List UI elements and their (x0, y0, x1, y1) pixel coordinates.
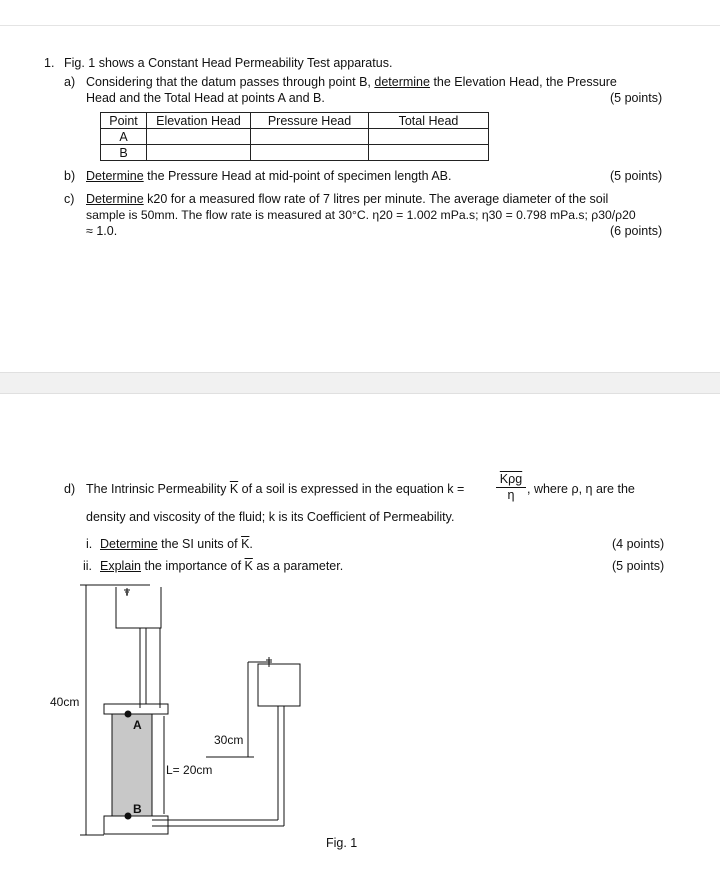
heads-table (100, 112, 489, 161)
part-b-label: b) (64, 169, 76, 183)
question-intro: Fig. 1 shows a Constant Head Permeability Test apparatus. (64, 56, 393, 70)
table-row (101, 129, 489, 145)
part-d-ii-label: ii. (83, 559, 93, 573)
label-point-b: B (133, 802, 142, 816)
soil-specimen (112, 714, 152, 816)
part-b-text: Determine the Pressure Head at mid-point of specimen length AB. (86, 169, 452, 183)
table-cell (251, 129, 369, 145)
part-d-ii-text: Explain the importance of $\overline{K}$ as a parameter. (100, 559, 344, 573)
table-cell-point: B (101, 145, 147, 161)
table-cell-point: A (101, 129, 147, 145)
specimen-top-cap (104, 704, 168, 714)
table-row (101, 145, 489, 161)
part-c-points: (6 points) (610, 224, 663, 238)
table-cell (147, 145, 251, 161)
apparatus-figure (0, 575, 400, 855)
table-header: Point (101, 113, 147, 129)
label-point-a: A (133, 718, 142, 732)
figure-caption: Fig. 1 (326, 836, 358, 850)
table-cell (369, 129, 489, 145)
part-a-line2: Head and the Total Head at points A and B. (86, 91, 325, 105)
part-c-line2: sample is 50mm. The flow rate is measured at 30°C. η20 = 1.002 mPa.s; η30 = 0.798 mPa.s; ρ30/ρ20 (86, 208, 636, 222)
label-30cm: 30cm (214, 733, 244, 747)
table-header-row (101, 113, 489, 129)
part-c-line1: Determine k20 for a measured flow rate of 7 litres per minute. The average diameter of the soil (86, 192, 609, 206)
equation-fraction: $\overline{K\rho g}$ η (496, 472, 526, 502)
part-b-points: (5 points) (610, 169, 663, 183)
part-c-line3: ≈ 1.0. (86, 224, 118, 238)
upper-tank (145, 587, 161, 628)
part-d-line2: density and viscosity of the fluid; k is its Coefficient of Permeability. (86, 510, 455, 524)
label-40cm: 40cm (50, 695, 80, 709)
part-a-line1: Considering that the datum passes through point B, determine the Elevation Head, the Pressure (86, 75, 617, 89)
page-top-bar (0, 0, 720, 26)
label-length: L= 20cm (166, 763, 213, 777)
point-a-marker (125, 711, 132, 718)
table-header: Total Head (369, 113, 489, 129)
part-d-label: d) (64, 482, 76, 496)
specimen-bottom-cap (104, 816, 168, 834)
table-header: Pressure Head (251, 113, 369, 129)
table-cell (251, 145, 369, 161)
outlet-tank (258, 664, 300, 706)
part-a-label: a) (64, 75, 76, 89)
part-a-points: (5 points) (610, 91, 663, 105)
part-d-i-points: (4 points) (612, 537, 665, 551)
part-d-line1-end: , where ρ, η are the (527, 482, 635, 496)
part-d-ii-points: (5 points) (612, 559, 665, 573)
point-b-marker (125, 813, 132, 820)
table-cell (369, 145, 489, 161)
table-cell (147, 129, 251, 145)
page-break (0, 372, 720, 394)
part-d-line1: The Intrinsic Permeability $\overline{K}$ of a soil is expressed in the equation k = (86, 482, 465, 496)
question-number: 1. (44, 56, 55, 70)
part-d-i-label: i. (86, 537, 93, 551)
part-c-label: c) (64, 192, 75, 206)
table-header: Elevation Head (147, 113, 251, 129)
part-d-i-text: Determine the SI units of $\overline{K}$. (100, 537, 253, 551)
